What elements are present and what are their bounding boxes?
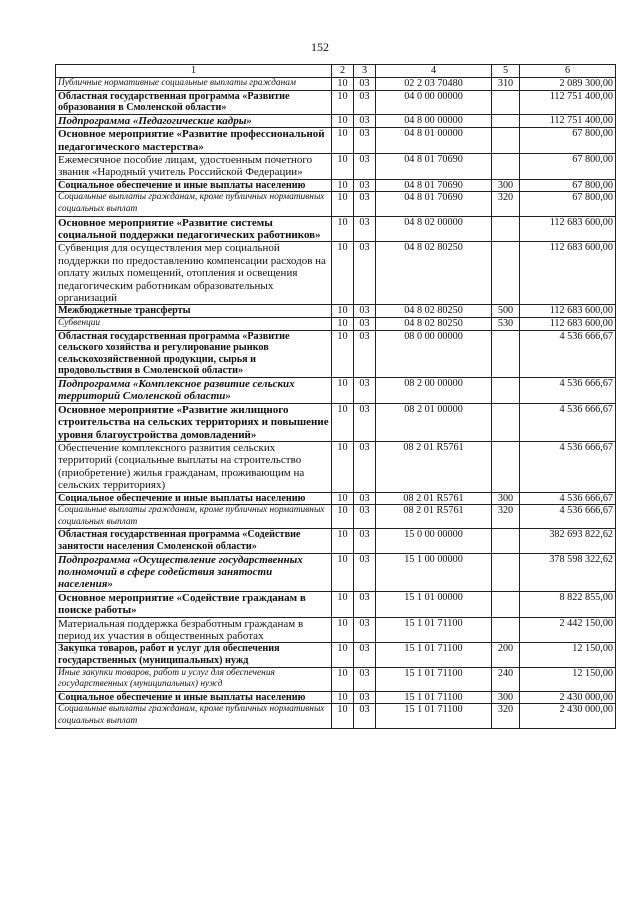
- header-expense-type: 5: [492, 65, 520, 78]
- row-target-article-cell: 04 8 01 70690: [376, 192, 492, 216]
- row-expense-type-cell: 500: [492, 305, 520, 318]
- row-amount-cell: 112 683 600,00: [520, 318, 616, 331]
- row-target-article-cell: 15 1 01 71100: [376, 691, 492, 704]
- row-name-cell: Материальная поддержка безработным гражданам в период их участия в общественных работах: [56, 617, 332, 643]
- row-name-cell: Основное мероприятие «Развитие системы социальной поддержки педагогических работников»: [56, 216, 332, 242]
- row-name-cell: Основное мероприятие «Содействие гражданам в поиске работы»: [56, 591, 332, 617]
- row-target-article-cell: 04 8 01 70690: [376, 154, 492, 180]
- row-target-article-cell: 04 8 02 00000: [376, 216, 492, 242]
- row-subsection-cell: 03: [354, 305, 376, 318]
- row-expense-type-cell: 300: [492, 492, 520, 505]
- row-amount-cell: 4 536 666,67: [520, 403, 616, 441]
- row-amount-cell: 2 430 000,00: [520, 704, 616, 728]
- table-row: [56, 378, 616, 404]
- row-amount-cell: 112 751 400,00: [520, 114, 616, 127]
- table-row: [56, 553, 616, 591]
- row-section-cell: 10: [332, 691, 354, 704]
- row-amount-cell: 4 536 666,67: [520, 442, 616, 493]
- row-target-article-cell: 08 0 00 00000: [376, 330, 492, 377]
- row-subsection-cell: 03: [354, 242, 376, 305]
- row-subsection-cell: 03: [354, 128, 376, 154]
- row-target-article-cell: 04 8 02 80250: [376, 242, 492, 305]
- row-name-cell: Обеспечение комплексного развития сельских территорий (социальные выплаты на строительство (приобретение) жилья гражданам, проживающим на сельских территориях): [56, 442, 332, 493]
- row-name-cell: Ежемесячное пособие лицам, удостоенным почетного звания «Народный учитель Российской Федерации»: [56, 154, 332, 180]
- row-target-article-cell: 04 8 00 00000: [376, 114, 492, 127]
- row-section-cell: 10: [332, 128, 354, 154]
- row-subsection-cell: 03: [354, 378, 376, 404]
- row-subsection-cell: 03: [354, 591, 376, 617]
- table-row: [56, 704, 616, 728]
- row-amount-cell: 67 800,00: [520, 128, 616, 154]
- row-target-article-cell: 04 0 00 00000: [376, 90, 492, 114]
- row-subsection-cell: 03: [354, 492, 376, 505]
- row-section-cell: 10: [332, 179, 354, 192]
- row-amount-cell: 4 536 666,67: [520, 330, 616, 377]
- row-subsection-cell: 03: [354, 90, 376, 114]
- table-row: [56, 154, 616, 180]
- header-name: 1: [56, 65, 332, 78]
- table-row: [56, 529, 616, 553]
- table-row: [56, 330, 616, 377]
- row-section-cell: 10: [332, 403, 354, 441]
- row-subsection-cell: 03: [354, 403, 376, 441]
- row-amount-cell: 8 822 855,00: [520, 591, 616, 617]
- row-section-cell: 10: [332, 318, 354, 331]
- table-header-row: [56, 65, 616, 78]
- table-row: [56, 192, 616, 216]
- row-subsection-cell: 03: [354, 505, 376, 529]
- table-row: [56, 492, 616, 505]
- header-subsection: 3: [354, 65, 376, 78]
- row-expense-type-cell: [492, 216, 520, 242]
- page-number: 152: [311, 40, 329, 54]
- row-subsection-cell: 03: [354, 529, 376, 553]
- row-subsection-cell: 03: [354, 691, 376, 704]
- row-amount-cell: 2 430 000,00: [520, 691, 616, 704]
- row-name-cell: Межбюджетные трансферты: [56, 305, 332, 318]
- row-name-cell: Субвенции: [56, 318, 332, 331]
- row-name-cell: Субвенция для осуществления мер социальной поддержки по предоставлению компенсации расходов на оплату жилых помещений, отопления и освещения педагогическим работникам образовательных организаций: [56, 242, 332, 305]
- row-name-cell: Подпрограмма «Осуществление государственных полномочий в сфере содействия занятости населения»: [56, 553, 332, 591]
- budget-table: [55, 64, 616, 729]
- table-row: [56, 242, 616, 305]
- row-expense-type-cell: [492, 114, 520, 127]
- row-section-cell: 10: [332, 378, 354, 404]
- row-amount-cell: 12 150,00: [520, 667, 616, 691]
- row-amount-cell: 4 536 666,67: [520, 505, 616, 529]
- row-target-article-cell: 15 0 00 00000: [376, 529, 492, 553]
- row-section-cell: 10: [332, 154, 354, 180]
- row-section-cell: 10: [332, 591, 354, 617]
- row-expense-type-cell: [492, 442, 520, 493]
- row-expense-type-cell: [492, 529, 520, 553]
- row-amount-cell: 112 683 600,00: [520, 305, 616, 318]
- row-name-cell: Областная государственная программа «Содействие занятости населения Смоленской области»: [56, 529, 332, 553]
- row-subsection-cell: 03: [354, 442, 376, 493]
- row-target-article-cell: 08 2 01 R5761: [376, 442, 492, 493]
- row-target-article-cell: 08 2 00 00000: [376, 378, 492, 404]
- row-amount-cell: 112 683 600,00: [520, 242, 616, 305]
- row-name-cell: Социальное обеспечение и иные выплаты населению: [56, 691, 332, 704]
- row-expense-type-cell: [492, 242, 520, 305]
- row-amount-cell: 67 800,00: [520, 154, 616, 180]
- row-subsection-cell: 03: [354, 553, 376, 591]
- row-name-cell: Основное мероприятие «Развитие профессиональной педагогического мастерства»: [56, 128, 332, 154]
- row-expense-type-cell: [492, 330, 520, 377]
- row-expense-type-cell: [492, 128, 520, 154]
- row-section-cell: 10: [332, 216, 354, 242]
- row-expense-type-cell: [492, 378, 520, 404]
- row-subsection-cell: 03: [354, 192, 376, 216]
- row-section-cell: 10: [332, 529, 354, 553]
- table-row: [56, 403, 616, 441]
- row-section-cell: 10: [332, 192, 354, 216]
- row-section-cell: 10: [332, 330, 354, 377]
- header-amount: 6: [520, 65, 616, 78]
- row-section-cell: 10: [332, 242, 354, 305]
- row-expense-type-cell: 200: [492, 643, 520, 667]
- row-subsection-cell: 03: [354, 114, 376, 127]
- row-target-article-cell: 15 1 01 71100: [376, 704, 492, 728]
- row-section-cell: 10: [332, 305, 354, 318]
- table-row: [56, 216, 616, 242]
- row-expense-type-cell: [492, 553, 520, 591]
- row-name-cell: Публичные нормативные социальные выплаты гражданам: [56, 78, 332, 91]
- row-expense-type-cell: 320: [492, 192, 520, 216]
- header-section: 2: [332, 65, 354, 78]
- table-row: [56, 691, 616, 704]
- row-target-article-cell: 15 1 01 00000: [376, 591, 492, 617]
- row-name-cell: Иные закупки товаров, работ и услуг для обеспечения государственных (муниципальных) нужд: [56, 667, 332, 691]
- row-name-cell: Подпрограмма «Комплексное развитие сельских территорий Смоленской области»: [56, 378, 332, 404]
- row-expense-type-cell: [492, 90, 520, 114]
- row-target-article-cell: 15 1 01 71100: [376, 617, 492, 643]
- row-name-cell: Социальное обеспечение и иные выплаты населению: [56, 179, 332, 192]
- row-target-article-cell: 04 8 02 80250: [376, 305, 492, 318]
- row-expense-type-cell: [492, 403, 520, 441]
- row-section-cell: 10: [332, 553, 354, 591]
- row-name-cell: Закупка товаров, работ и услуг для обеспечения государственных (муниципальных) нужд: [56, 643, 332, 667]
- table-row: [56, 617, 616, 643]
- row-target-article-cell: 15 1 01 71100: [376, 667, 492, 691]
- table-row: [56, 114, 616, 127]
- row-name-cell: Основное мероприятие «Развитие жилищного строительства на сельских территориях и повышение уровня благоустройства домовладений»: [56, 403, 332, 441]
- table-row: [56, 591, 616, 617]
- row-expense-type-cell: 320: [492, 505, 520, 529]
- table-row: [56, 78, 616, 91]
- row-target-article-cell: 04 8 02 80250: [376, 318, 492, 331]
- table-row: [56, 128, 616, 154]
- row-subsection-cell: 03: [354, 318, 376, 331]
- row-amount-cell: 378 598 322,62: [520, 553, 616, 591]
- row-subsection-cell: 03: [354, 643, 376, 667]
- row-subsection-cell: 03: [354, 617, 376, 643]
- row-expense-type-cell: 300: [492, 179, 520, 192]
- row-name-cell: Областная государственная программа «Развитие сельского хозяйства и регулирование рынков сельскохозяйственной продукции, сырья и продовольствия в Смоленской области»: [56, 330, 332, 377]
- row-section-cell: 10: [332, 78, 354, 91]
- row-section-cell: 10: [332, 704, 354, 728]
- row-expense-type-cell: [492, 617, 520, 643]
- row-name-cell: Подпрограмма «Педагогические кадры»: [56, 114, 332, 127]
- row-name-cell: Областная государственная программа «Развитие образования в Смоленской области»: [56, 90, 332, 114]
- table-body: [56, 78, 616, 729]
- row-name-cell: Социальные выплаты гражданам, кроме публичных нормативных социальных выплат: [56, 704, 332, 728]
- row-target-article-cell: 08 2 01 00000: [376, 403, 492, 441]
- row-name-cell: Социальные выплаты гражданам, кроме публичных нормативных социальных выплат: [56, 505, 332, 529]
- row-amount-cell: 4 536 666,67: [520, 378, 616, 404]
- row-expense-type-cell: 530: [492, 318, 520, 331]
- row-subsection-cell: 03: [354, 179, 376, 192]
- row-subsection-cell: 03: [354, 78, 376, 91]
- row-amount-cell: 4 536 666,67: [520, 492, 616, 505]
- row-amount-cell: 382 693 822,62: [520, 529, 616, 553]
- row-expense-type-cell: [492, 154, 520, 180]
- row-expense-type-cell: 300: [492, 691, 520, 704]
- row-name-cell: Социальное обеспечение и иные выплаты населению: [56, 492, 332, 505]
- table-row: [56, 305, 616, 318]
- table-row: [56, 90, 616, 114]
- table-row: [56, 442, 616, 493]
- row-amount-cell: 2 442 150,00: [520, 617, 616, 643]
- row-subsection-cell: 03: [354, 330, 376, 377]
- row-subsection-cell: 03: [354, 154, 376, 180]
- row-amount-cell: 112 751 400,00: [520, 90, 616, 114]
- row-expense-type-cell: 320: [492, 704, 520, 728]
- row-amount-cell: 12 150,00: [520, 643, 616, 667]
- row-name-cell: Социальные выплаты гражданам, кроме публичных нормативных социальных выплат: [56, 192, 332, 216]
- row-target-article-cell: 08 2 01 R5761: [376, 492, 492, 505]
- row-section-cell: 10: [332, 114, 354, 127]
- row-subsection-cell: 03: [354, 216, 376, 242]
- row-target-article-cell: 15 1 00 00000: [376, 553, 492, 591]
- row-target-article-cell: 04 8 01 70690: [376, 179, 492, 192]
- row-target-article-cell: 02 2 03 70480: [376, 78, 492, 91]
- row-target-article-cell: 15 1 01 71100: [376, 643, 492, 667]
- row-section-cell: 10: [332, 90, 354, 114]
- row-subsection-cell: 03: [354, 704, 376, 728]
- header-target-article: 4: [376, 65, 492, 78]
- row-section-cell: 10: [332, 442, 354, 493]
- row-expense-type-cell: 310: [492, 78, 520, 91]
- row-section-cell: 10: [332, 505, 354, 529]
- table-row: [56, 179, 616, 192]
- row-amount-cell: 112 683 600,00: [520, 216, 616, 242]
- row-amount-cell: 67 800,00: [520, 179, 616, 192]
- table-row: [56, 667, 616, 691]
- row-target-article-cell: 04 8 01 00000: [376, 128, 492, 154]
- row-section-cell: 10: [332, 617, 354, 643]
- row-expense-type-cell: 240: [492, 667, 520, 691]
- row-expense-type-cell: [492, 591, 520, 617]
- table-row: [56, 505, 616, 529]
- row-amount-cell: 67 800,00: [520, 192, 616, 216]
- row-section-cell: 10: [332, 643, 354, 667]
- row-section-cell: 10: [332, 492, 354, 505]
- row-section-cell: 10: [332, 667, 354, 691]
- row-amount-cell: 2 089 300,00: [520, 78, 616, 91]
- row-subsection-cell: 03: [354, 667, 376, 691]
- table-row: [56, 318, 616, 331]
- row-target-article-cell: 08 2 01 R5761: [376, 505, 492, 529]
- table-row: [56, 643, 616, 667]
